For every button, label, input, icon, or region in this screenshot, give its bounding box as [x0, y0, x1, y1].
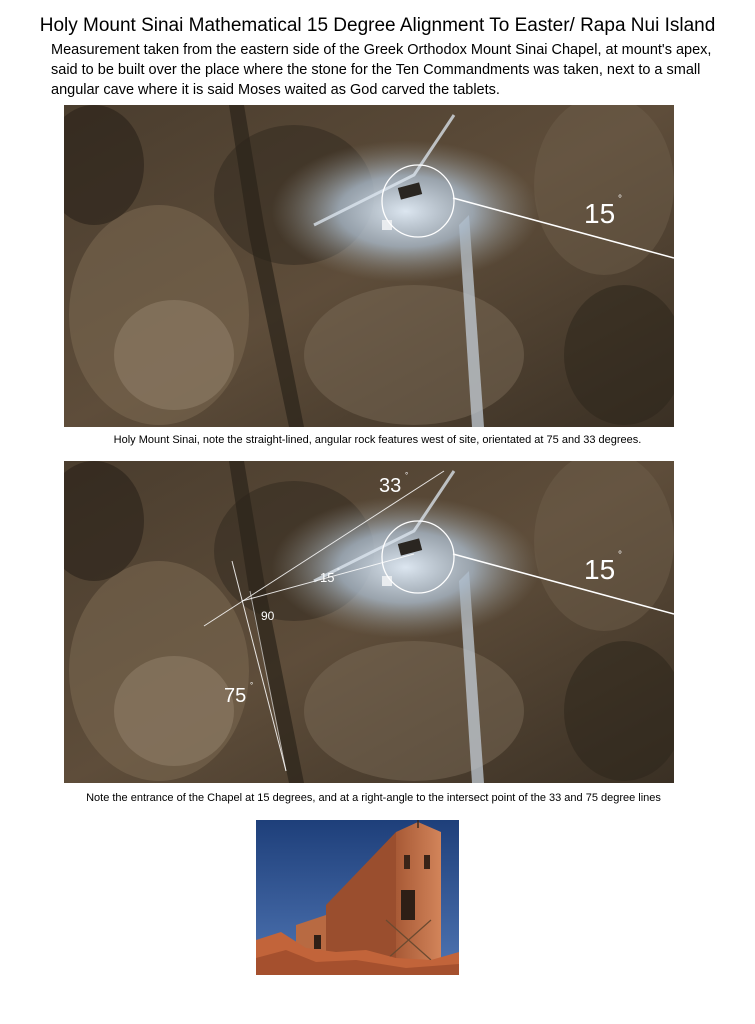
angle-label-15: 15 [584, 198, 616, 229]
angle-label-15-small: 15 [320, 570, 335, 585]
angle-label-15-large: 15 [584, 554, 616, 585]
aerial-photo-1-graphic [64, 105, 674, 427]
caption-2: Note the entrance of the Chapel at 15 degrees, and at a right-angle to the intersect point of the 33 and 75 degree lines [86, 792, 661, 804]
caption-1: Holy Mount Sinai, note the straight-lined, angular rock features west of site, orientated at 75 and 33 degrees. [113, 434, 642, 446]
chapel-photo-graphic [256, 820, 459, 975]
degree-symbol-15-small: ° [337, 568, 340, 575]
chapel-photo [256, 820, 459, 975]
aerial-photo-2-graphic [64, 461, 674, 783]
aerial-photo-2 [64, 461, 674, 783]
degree-symbol-15-large: ° [618, 550, 622, 561]
angle-label-33: 33 [379, 475, 402, 497]
degree-symbol-75: ° [250, 681, 254, 690]
aerial-photo-1 [64, 105, 674, 427]
degree-symbol: ° [618, 194, 622, 205]
angle-label-75: 75 [224, 685, 247, 707]
page-description: Measurement taken from the eastern side of the Greek Orthodox Mount Sinai Chapel, at mount's apex, said to be built over the place where the stone for the Ten Commandments was taken, next to a small angular cave where it is said Moses waited as God carved the tablets. [51, 42, 712, 98]
angle-label-90: 90 [261, 609, 275, 623]
page-title: Holy Mount Sinai Mathematical 15 Degree Alignment To Easter/ Rapa Nui Island [39, 15, 716, 36]
degree-symbol-33: ° [405, 471, 409, 480]
